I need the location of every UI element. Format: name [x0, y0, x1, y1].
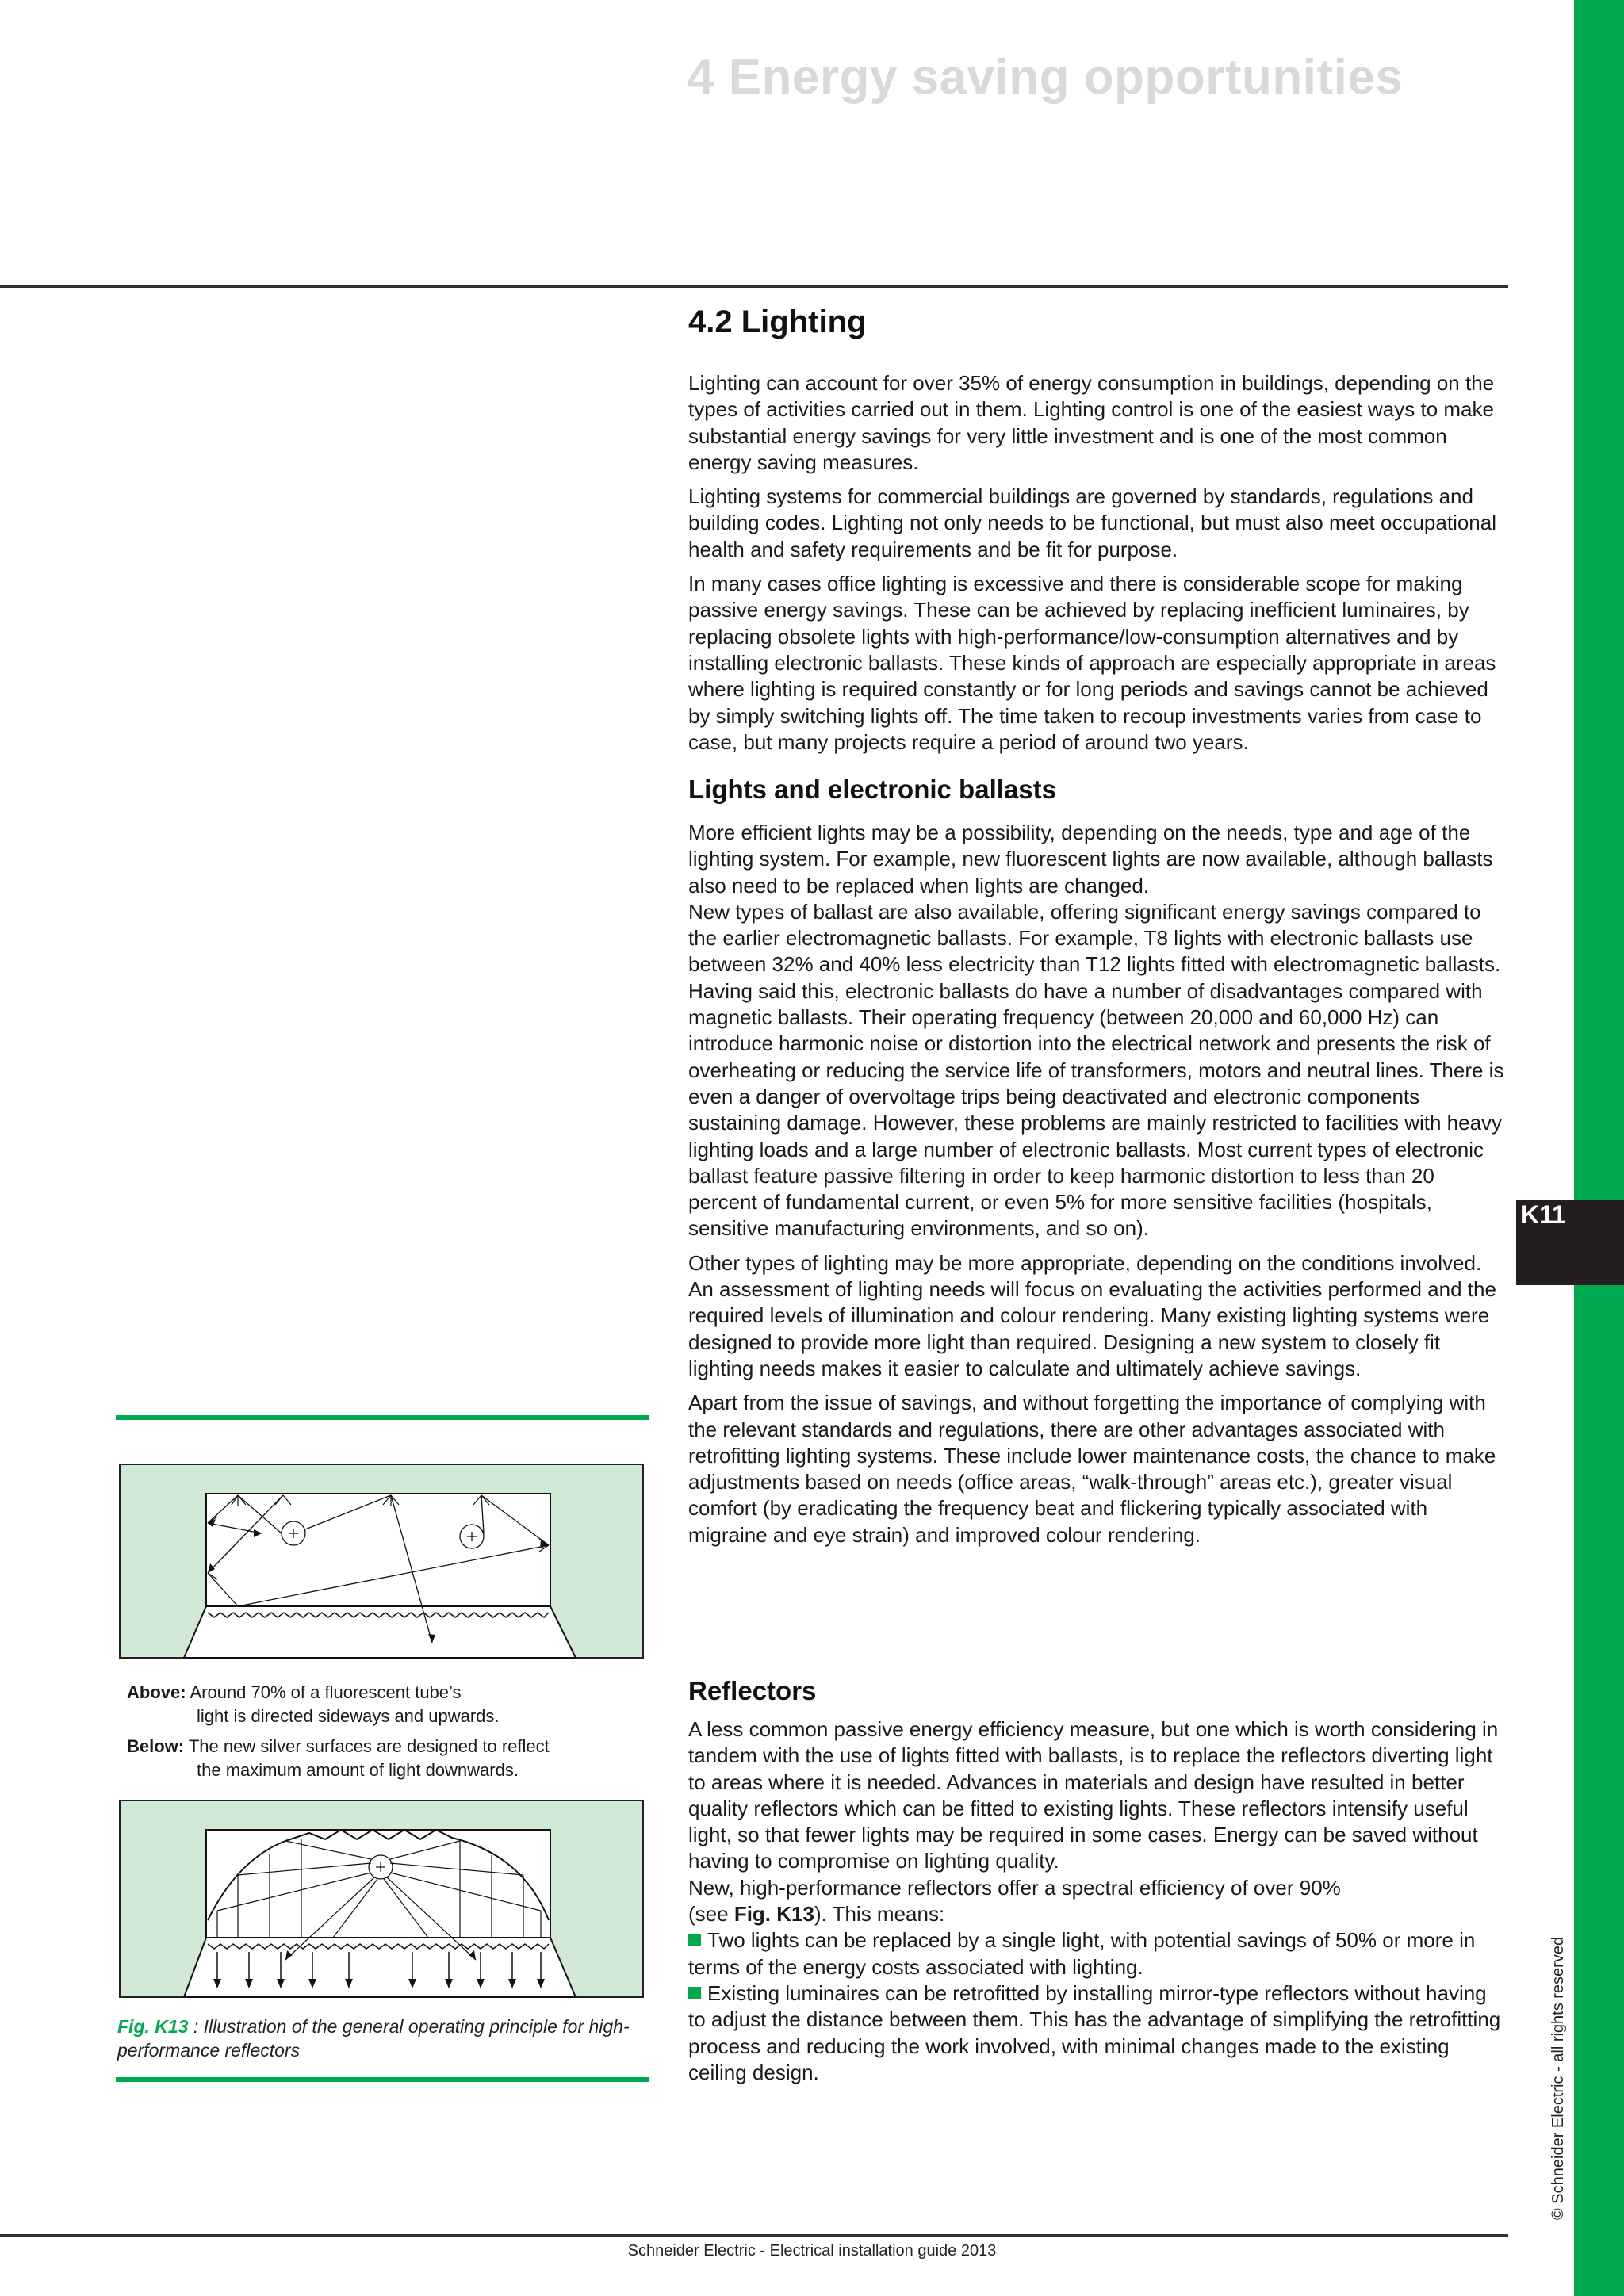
reflectors-paragraphs: [688, 1716, 1507, 2086]
bottom-divider: [0, 2234, 1508, 2237]
ballasts-paragraph-2: New types of ballast are also available, offering significant energy savings compared to the earlier electromagnetic ballasts. For example, T8 lights with electronic ballasts use between 32% and 40% less electricity than T12 lights fitted with electromagnetic ballasts.: [688, 899, 1501, 977]
green-bullet-icon: [688, 1934, 701, 1946]
caption-below-label: Below:: [127, 1736, 185, 1756]
reflectors-see-prefix: (see: [688, 1902, 734, 1927]
right-green-margin-bar: [1574, 0, 1624, 2296]
reflectors-bullet-2-text: Existing luminaires can be retrofitted by installing mirror-type reflectors without having to adjust the distance between them. This has the advantage of simplifying the retrofitting process and reducing the work involved, with minimal changes made to the existing ceiling design.: [688, 1980, 1501, 2084]
ballasts-paragraph-4: Other types of lighting may be more appropriate, depending on the conditions involved. An assessment of lighting needs will focus on evaluating the activities performed and the required levels of illumination and colour rendering. Many existing lighting systems were designed to provide more light than required. Designing a new system to closely fit lighting needs makes it easier to calculate and ultimately achieve savings.: [688, 1250, 1496, 1380]
reflectors-bullet-1-text: Two lights can be replaced by a single light, with potential savings of 50% or more in terms of the energy costs associated with lighting.: [688, 1928, 1476, 1979]
caption-above-text-1: Around 70% of a fluorescent tube’s: [190, 1682, 462, 1702]
figure-caption: [117, 2015, 657, 2062]
figure-above-conventional-reflector: [119, 1464, 644, 1659]
green-bullet-icon: [688, 1987, 701, 1999]
caption-above-label: Above:: [127, 1682, 186, 1702]
ballasts-heading: Lights and electronic ballasts: [688, 775, 1056, 804]
ballasts-paragraphs: [688, 820, 1507, 1548]
figure-label: Fig. K13: [117, 2016, 189, 2037]
intro-paragraphs: [688, 370, 1507, 756]
caption-above: [127, 1681, 650, 1728]
page-footer: Schneider Electric - Electrical installation guide 2013: [627, 2242, 997, 2260]
ballasts-paragraph-3: Having said this, electronic ballasts do have a number of disadvantages compared with magnetic ballasts. Their operating frequency (between 20,000 and 60,000 Hz) can introduce harmonic noise or distortion into the electrical network and presents the risk of overheating or reducing the service life of transformers, motors and neutral lines. There is even a danger of overvoltage trips being deactivated and electronic components sustaining damage. However, these problems are mainly restricted to facilities with heavy lighting loads and a large number of electronic ballasts. Most current types of electronic ballast feature passive filtering in order to keep harmonic distortion to less than 20 percent of fundamental current, or even 5% for more sensitive facilities (hospitals, sensitive manufacturing environments, and so on).: [688, 978, 1504, 1241]
ballasts-paragraph-5: Apart from the issue of savings, and without forgetting the importance of complying with the relevant standards and regulations, there are other advantages associated with retrofitting lighting systems. These include lower maintenance costs, the chance to make adjustments based on needs (office areas, “walk-through” areas etc.), greater visual comfort (by eradicating the frequency beat and flickering typically associated with migraine and eye strain) and improved colour rendering.: [688, 1391, 1496, 1547]
chapter-title: 4 Energy saving opportunities: [687, 50, 1404, 105]
intro-paragraph-1: Lighting can account for over 35% of energy consumption in buildings, depending on the types of activities carried out in them. Lighting control is one of the easiest ways to make substantial energy savings for very little investment and is one of the most common energy saving measures.: [688, 371, 1495, 474]
caption-above-text-2: light is directed sideways and upwards.: [197, 1706, 500, 1726]
reflectors-heading-block: [688, 1676, 1507, 1706]
caption-below-text-2: the maximum amount of light downwards.: [197, 1760, 519, 1780]
intro-paragraph-2: Lighting systems for commercial buildings are governed by standards, regulations and building codes. Lighting not only needs to be functional, but must also meet occupational health and safety requirements and be fit for purpose.: [688, 484, 1497, 561]
reflectors-see-suffix: ). This means:: [814, 1902, 945, 1927]
copyright-notice: © Schneider Electric - all rights reserved: [1549, 1936, 1567, 2220]
reflectors-paragraph-2: [688, 1875, 1507, 1928]
figure-bottom-rule: [116, 2077, 649, 2082]
top-divider: [0, 285, 1508, 288]
figure-caption-text: : Illustration of the general operating principle for high-performance reflectors: [117, 2016, 630, 2061]
reflectors-bullet-1: [688, 1927, 1507, 1980]
reflectors-efficiency-text: New, high-performance reflectors offer a spectral efficiency of over 90%: [688, 1875, 1341, 1900]
figure-below-high-performance-reflector: [119, 1800, 644, 1998]
intro-paragraph-3: In many cases office lighting is excessive and there is considerable scope for making passive energy savings. These can be achieved by replacing inefficient luminaires, by replacing obsolete lights with high-performance/low-consumption alternatives and by installing electronic ballasts. These kinds of approach are especially appropriate in areas where lighting is required constantly or for long periods and savings cannot be achieved by simply switching lights off. The time taken to recoup investments varies from case to case, but many projects require a period of around two years.: [688, 572, 1496, 754]
section-title: 4.2 Lighting: [688, 304, 867, 339]
reflectors-paragraph-1: A less common passive energy efficiency measure, but one which is worth considering in tandem with the use of lights fitted with ballasts, is to replace the reflectors diverting light to areas where it is needed. Advances in materials and design have resulted in better quality reflectors which can be fitted to existing lights. These reflectors intensify useful light, so that fewer lights may be required in some cases. Energy can be saved without having to compromise on lighting quality.: [688, 1717, 1499, 1873]
caption-below-text-1: The new silver surfaces are designed to reflect: [188, 1736, 550, 1756]
figure-top-rule: [116, 1415, 649, 1420]
section-heading-block: [688, 304, 1507, 340]
ballasts-heading-block: [688, 775, 1507, 805]
reflectors-bullet-2: [688, 1980, 1507, 2086]
ballasts-paragraph-1: More efficient lights may be a possibility, depending on the needs, type and age of the lighting system. For example, new fluorescent lights are now available, although ballasts also need to be replaced when lights are changed.: [688, 821, 1493, 897]
page-tab-label: K11: [1521, 1200, 1566, 1229]
page-tab: [1516, 1200, 1624, 1285]
caption-below: [127, 1735, 650, 1782]
figure-reference: Fig. K13: [733, 1902, 814, 1927]
reflectors-heading: Reflectors: [688, 1676, 817, 1705]
